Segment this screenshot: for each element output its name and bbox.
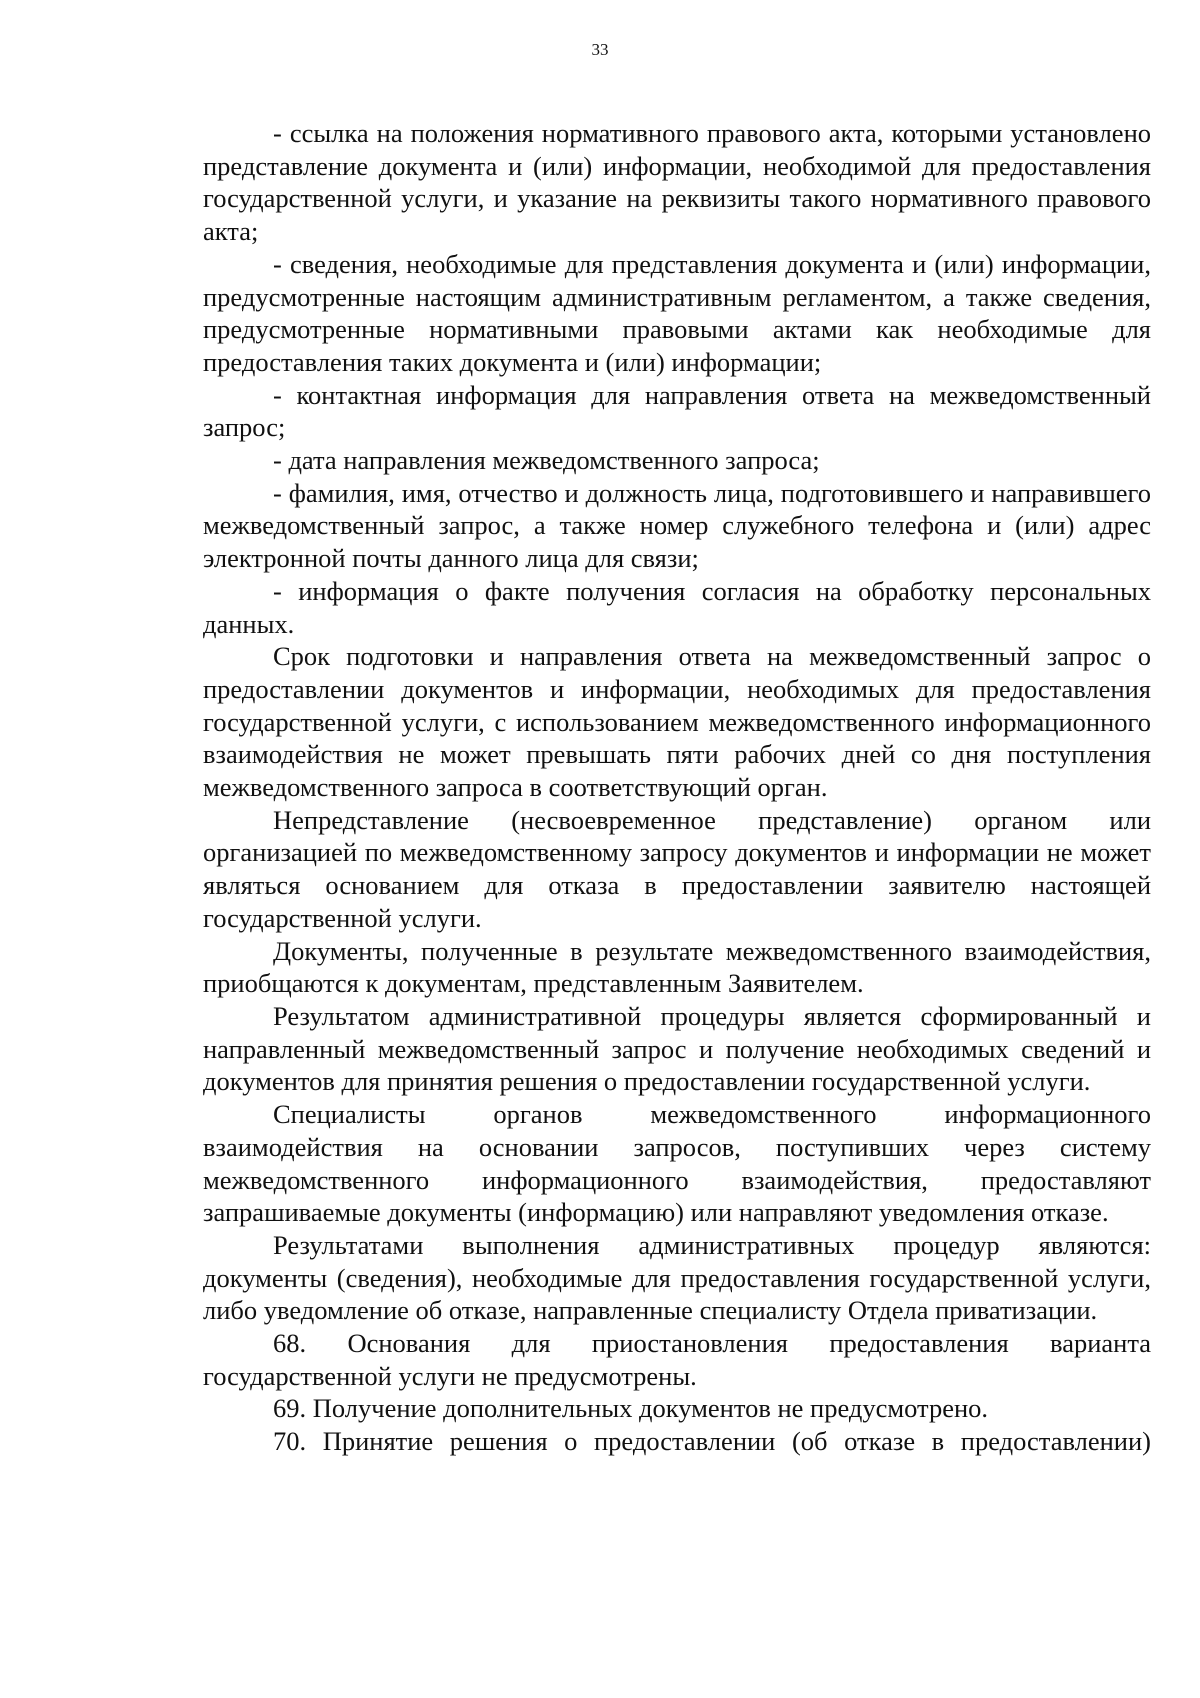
paragraph-5: - фамилия, имя, отчество и должность лица, подготовившего и направившего межведомственный запрос, а также номер служебного телефона и (или) адрес электронной почты данного лица для связи; [203, 477, 1151, 574]
document-body [203, 117, 1151, 1458]
paragraph-4: - дата направления межведомственного запроса; [273, 445, 820, 476]
paragraph-9: Документы, полученные в результате межведомственного взаимодействия, приобщаются к документам, представленным Заявителем. [203, 935, 1151, 999]
paragraph-10: Результатом административной процедуры является сформированный и направленный межведомственный запрос и получение необходимых сведений и документов для принятия решения о предоставлении государственной услуги. [203, 1000, 1151, 1097]
paragraph-15: 70. Принятие решения о предоставлении (об отказе в предоставлении) [273, 1426, 1151, 1457]
paragraph-12: Результатами выполнения административных процедур являются: документы (сведения), необходимые для предоставления государственной услуги, либо уведомление об отказе, направленные специалисту Отдела приватизации. [203, 1229, 1151, 1326]
paragraph-1: - ссылка на положения нормативного правового акта, которыми установлено представление документа и (или) информации, необходимой для предоставления государственной услуги, и указание на реквизиты такого нормативного правового акта; [203, 118, 1151, 247]
page-number: 33 [591, 40, 609, 59]
paragraph-3: - контактная информация для направления ответа на межведомственный запрос; [203, 379, 1151, 443]
paragraph-8: Непредставление (несвоевременное представление) органом или организацией по межведомственному запросу документов и информации не может являться основанием для отказа в предоставлении заявителю настоящей государственной услуги. [203, 804, 1151, 933]
paragraph-2: - сведения, необходимые для представления документа и (или) информации, предусмотренные настоящим административным регламентом, а также сведения, предусмотренные нормативными правовыми актами как необходимые для предоставления таких документа и (или) информации; [203, 248, 1151, 377]
paragraph-14: 69. Получение дополнительных документов не предусмотрено. [273, 1393, 989, 1424]
paragraph-11: Специалисты органов межведомственного информационного взаимодействия на основании запросов, поступивших через систему межведомственного информационного взаимодействия, предоставляют запрашиваемые документы (информацию) или направляют уведомления отказе. [203, 1099, 1151, 1228]
paragraph-13: 68. Основания для приостановления предоставления варианта государственной услуги не предусмотрены. [203, 1328, 1151, 1391]
paragraph-7: Срок подготовки и направления ответа на межведомственный запрос о предоставлении документов и информации, необходимых для предоставления государственной услуги, с использованием межведомственного информационного взаимодействия не может превышать пяти рабочих дней со дня поступления межведомственного запроса в соответствующий орган. [203, 641, 1151, 803]
paragraph-6: - информация о факте получения согласия на обработку персональных данных. [203, 575, 1151, 639]
